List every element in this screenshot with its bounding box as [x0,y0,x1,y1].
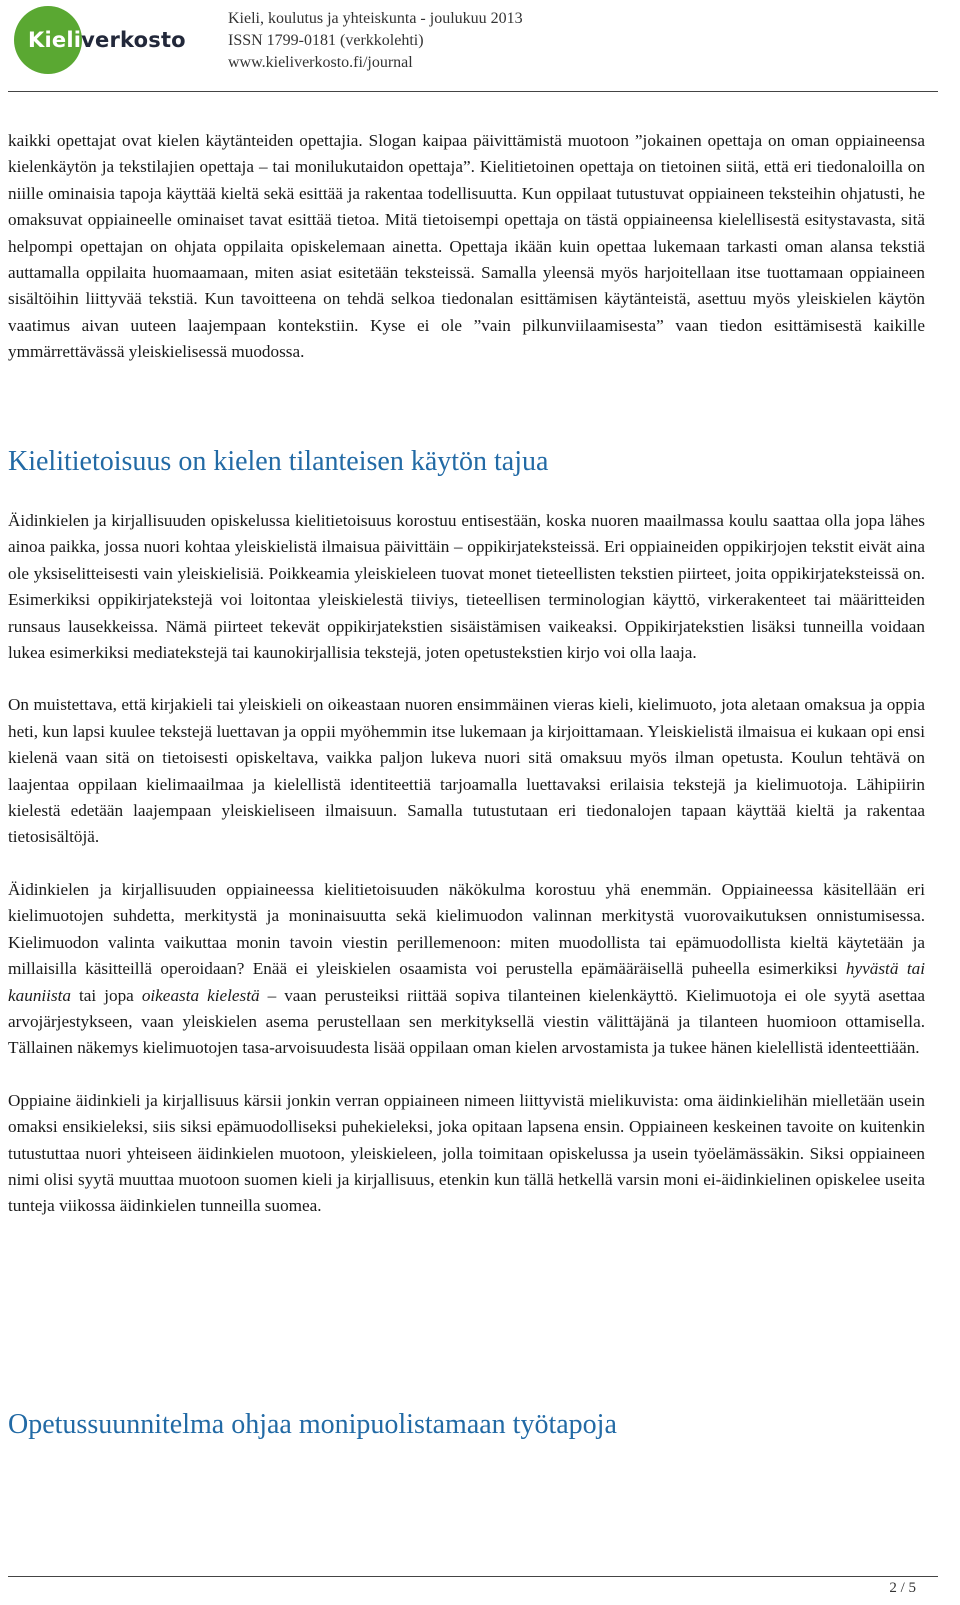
page-header [0,0,960,92]
logo-text-part-2: verkosto [81,28,186,52]
paragraph-1: kaikki opettajat ovat kielen käytänteiden opettajia. Slogan kaipaa päivittämistä muotoon ”jokainen opettaja on oman oppiaineensa kielenkäytön ja tekstilajien opettaja – tai monilukutaidon opettaja”. Kielitietoinen opettaja on tietoinen siitä, että eri tiedonaloilla on niille ominaisia tapoja käyttää kieltä sekä esittää ja rakentaa todellisuutta. Kun oppilaat tutustuvat oppiaineen teksteihin ohjatusti, he omaksuvat oppiaineelle ominaiset tavat esittää tietoa. Mitä tietoisempi opettaja on tästä oppiaineensa kielellisestä esitystavasta, sitä helpompi opettajan on ohjata oppilaita opiskelemaan ainetta. Opettaja ikään kuin opettaa lukemaan tarkasti oman alansa tekstiä auttamalla oppilaita huomaamaan, miten asiat esitetään teksteissä. Samalla yleensä myös harjoitellaan itse tuottamaan oppiaineen sisältöihin liittyvää tekstiä. Kun tavoitteena on tehdä selkoa tiedonalan esittämisen käytänteistä, asettuu myös yleiskielen käytön vaatimus aivan uuteen laajempaan kontekstiin. Kyse ei ole ”vain pilkunviilaamisesta” vaan tiedon esittämisestä kaikille ymmärrettävässä yleiskielisessä muodossa. [8,131,925,362]
paragraph-4 [8,877,925,1062]
footer-divider [8,1576,938,1577]
page-number: 2 / 5 [889,1580,916,1596]
section-heading-2: Opetussuunnitelma ohjaa monipuolistamaan työtapoja [8,1409,617,1440]
article-body-section-1 [8,508,925,1246]
paragraph-4-emphasis-1: hyvästä tai kauniista [8,959,925,1005]
section-heading-1: Kielitietoisuus on kielen tilanteisen käytön tajua [8,446,549,477]
article-body [8,128,925,392]
logo-text-part-1: Kieli [28,28,82,52]
paragraph-4-emphasis-2: oikeasta kielestä [141,985,260,1005]
logo-text [28,28,186,52]
header-divider [8,91,938,92]
paragraph-3: On muistettava, että kirjakieli tai yleiskieli on oikeastaan nuoren ensimmäinen vieras kieli, kielimuoto, jota aletaan omaksua ja oppia heti, kun lapsi kuulee tekstejä luettavan ja oppii myöhemmin itse lukemaan ja kirjoittamaan. Yleiskielistä ilmaisua ei kukaan opi ensi kielenä vaan sitä on tietoisesti opiskeltava, vaikka paljon lukeva nuori sitä omaksuu myös ilman opetusta. Koulun tehtävä on laajentaa oppilaan kielimaailmaa ja kielellistä identiteettiä tarjoamalla luettavaksi erilaisia tekstejä ja kielimuotoja. Lähipiirin kielestä edetään laajempaan yleiskieliseen ilmaisuun. Samalla tutustutaan eri tiedonalojen tapaan käyttää kieltä ja rakentaa tietosisältöjä. [8,695,925,847]
journal-title: Kieli, koulutus ja yhteiskunta - joulukuu 2013 [228,10,523,27]
paragraph-2: Äidinkielen ja kirjallisuuden opiskelussa kielitietoisuus korostuu entisestään, koska nuoren maailmassa koulu saattaa olla jopa lähes ainoa paikka, jossa nuori kohtaa yleiskielistä ilmaisua päivittäin – oppikirjateksteissä. Eri oppiaineiden oppikirjojen tekstit eivät aina ole yksiselitteisesti vain yleiskielisiä. Poikkeamia yleiskieleen tuovat monet tieteellisten tekstien piirteet, joita oppikirjateksteissä on. Esimerkiksi oppikirjatekstejä voi loitontaa yleiskielestä tiiviys, tieteellisen terminologian käyttö, virkerakenteet tai määritteiden runsaus lausekkeissa. Nämä piirteet tekevät oppikirjatekstien sisäistämisen vaikeaksi. Oppikirjatekstien lisäksi tunneilla voidaan lukea esimerkiksi mediatekstejä tai kaunokirjallisia tekstejä, joten opetustekstien kirjo voi olla laaja. [8,511,925,663]
paragraph-5: Oppiaine äidinkieli ja kirjallisuus kärsii jonkin verran oppiaineen nimeen liittyvistä mielikuvista: oma äidinkielihän mielletään usein omaksi ensikieleksi, siis siksi epämuodolliseksi puhekieleksi, joka opitaan lapsena ensin. Oppiaineen keskeinen tavoite on kuitenkin tutustuttaa nuori yhteiseen äidinkielen muotoon, yleiskieleen, jolla toimitaan opiskelussa ja usein työelämässäkin. Siksi oppiaineen nimi olisi syytä muuttaa muotoon suomen kieli ja kirjallisuus, etenkin kun tällä hetkellä varsin moni ei-äidinkielinen opiskelee useita tunteja viikossa äidinkielen tunneilla suomea. [8,1090,925,1216]
issn: ISSN 1799-0181 (verkkolehti) [228,32,424,49]
paragraph-4-part-b: tai jopa [71,985,142,1005]
publication-info [228,8,523,74]
journal-url[interactable]: www.kieliverkosto.fi/journal [228,54,413,71]
paragraph-4-part-c: – vaan perusteiksi riittää sopiva tilanteinen kielenkäyttö. Kielimuotoja ei ole syytä asettaa arvojärjestykseen, vaan yleiskielen asema perustellaan sen merkityksellä viestin välittäjänä ja tilanteen huomioon ottamisella. Tällainen näkemys kielimuotojen tasa-arvoisuudesta lisää oppilaan oman kielen arvostamista ja tukee hänen kielellistä identeettiään. [8,985,925,1058]
paragraph-4-part-a: Äidinkielen ja kirjallisuuden oppiaineessa kielitietoisuuden näkökulma korostuu yhä enemmän. Oppiaineessa käsitellään eri kielimuotojen suhdetta, merkitystä ja moninaisuutta sekä kielimuodon valinnan merkitystä vuorovaikutuksen onnistumisessa. Kielimuodon valinta vaikuttaa monin tavoin viestin perillemenoon: miten muodollista tai epämuodollista kieltä käytetään ja millaisilla käsitteillä operoidaan? Enää ei yleiskielen osaamista voi perustella epämääräisellä puheella esimerkiksi [8,879,925,979]
